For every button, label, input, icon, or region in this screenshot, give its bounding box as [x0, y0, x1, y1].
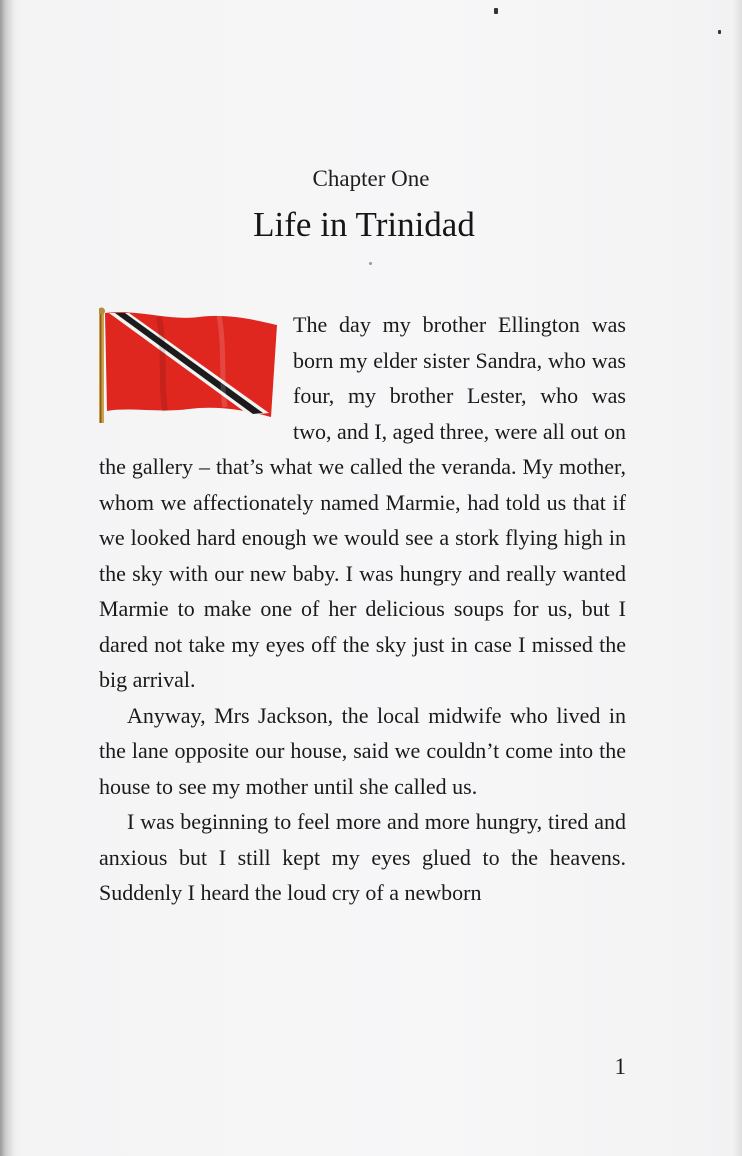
- ornament-dot: [369, 262, 372, 265]
- print-speck: [494, 8, 498, 14]
- paragraph-1-text: The day my brother Ellington was born my elder sister Sandra, who was four, my brother Lester, who was two, and I, aged three, were all out on the gallery – that’s what we called the veranda. My mother, whom we affectionately named Marmie, had told us that if we looked hard enough we would see a stork flying high in the sky with our new baby. I was hungry and really wanted Marmie to make one of her delicious soups for us, but I dared not take my eyes off the sky just in case I missed the big arrival.: [99, 312, 626, 692]
- chapter-label: Chapter One: [312, 166, 430, 191]
- page-number: 1: [614, 1054, 626, 1079]
- print-speck: [718, 30, 721, 34]
- trinidad-flag-icon: [99, 307, 285, 449]
- chapter-body: [99, 307, 626, 911]
- paragraph-2: Anyway, Mrs Jackson, the local midwife who lived in the lane opposite our house, said we couldn’t come into the house to see my mother until she called us.: [99, 702, 626, 799]
- paragraph-1: [99, 307, 626, 698]
- flag-svg: [99, 307, 285, 427]
- paragraph-3: I was beginning to feel more and more hungry, tired and anxious but I still kept my eyes glued to the heavens. Suddenly I heard the loud cry of a newborn: [99, 809, 626, 905]
- chapter-title: Life in Trinidad: [253, 205, 475, 244]
